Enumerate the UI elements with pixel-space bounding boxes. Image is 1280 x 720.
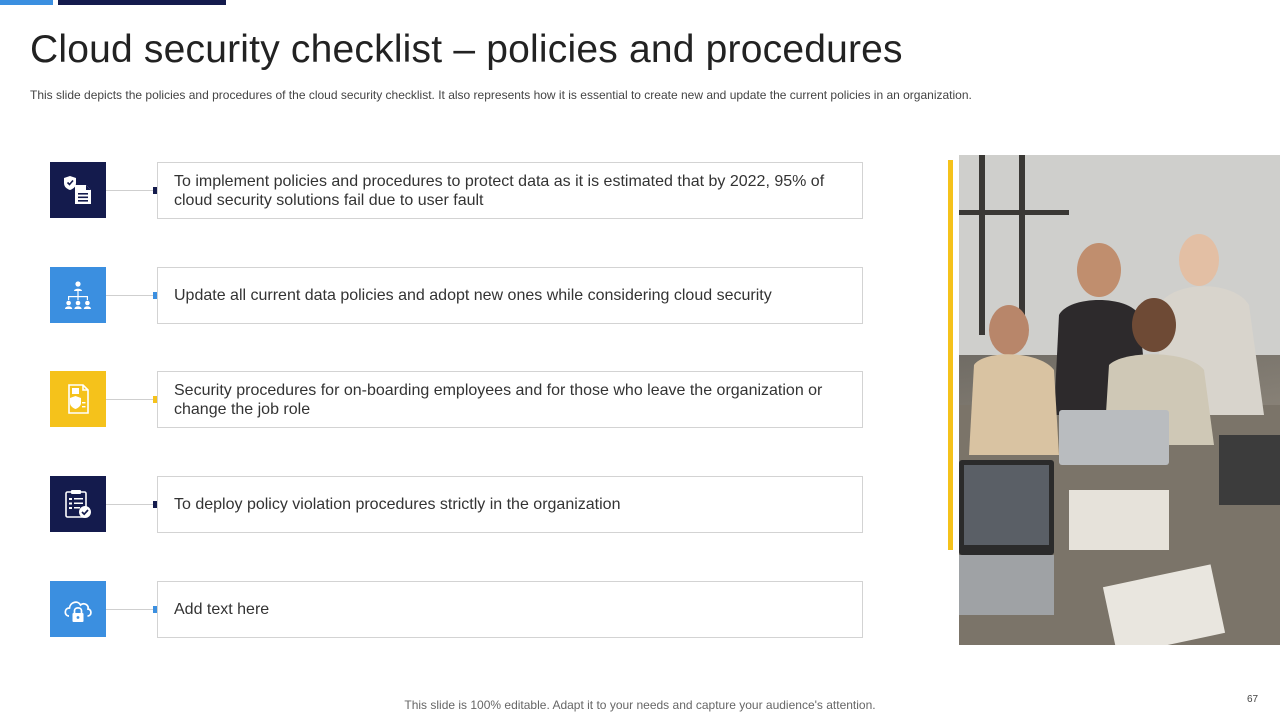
checklist-text-box [157, 371, 863, 428]
org-hierarchy-icon [50, 267, 106, 323]
checklist-text-box [157, 476, 863, 533]
page-number: 67 [1247, 694, 1259, 705]
checklist-text: To implement policies and procedures to protect data as it is estimated that by 2022, 95% of cloud security solutions fail due to user fault [174, 172, 825, 209]
clipboard-check-icon [50, 476, 106, 532]
checklist-item-2 [50, 267, 865, 327]
checklist-text-box [157, 267, 863, 324]
slide-subtitle: This slide depicts the policies and procedures of the cloud security checklist. It also represents how it is essential to create new and update the current policies in an organization. [30, 88, 972, 102]
checklist-text: Security procedures for on-boarding employees and for those who leave the organization or change the job role [174, 381, 823, 418]
photo-accent-line [948, 160, 953, 550]
shield-document-icon [50, 162, 106, 218]
certificate-shield-icon [50, 371, 106, 427]
slide-title: Cloud security checklist – policies and procedures [30, 28, 903, 71]
checklist-item-5 [50, 581, 865, 641]
checklist-text-box [157, 162, 863, 219]
checklist-item-3 [50, 371, 865, 431]
checklist-item-4 [50, 476, 865, 536]
checklist-text-box [157, 581, 863, 638]
checklist-text: Update all current data policies and adopt new ones while considering cloud security [174, 287, 772, 304]
top-accent-bar-blue [0, 0, 53, 5]
slide-footer: This slide is 100% editable. Adapt it to your needs and capture your audience's attention. [404, 698, 876, 712]
checklist-text: To deploy policy violation procedures strictly in the organization [174, 496, 621, 513]
checklist-item-1 [50, 162, 865, 222]
top-accent-bar-navy [58, 0, 226, 5]
cloud-lock-icon [50, 581, 106, 637]
team-photo [959, 155, 1280, 645]
checklist-text: Add text here [174, 601, 270, 618]
